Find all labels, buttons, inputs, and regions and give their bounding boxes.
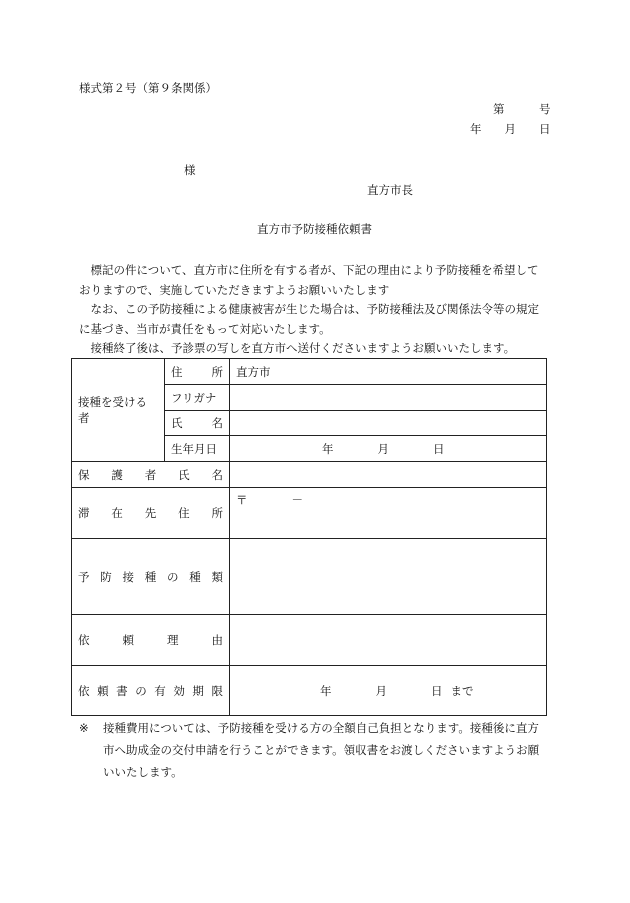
guardian-name-field[interactable] xyxy=(230,462,547,488)
request-form-table xyxy=(71,358,547,716)
sender-name: 直方市長 xyxy=(367,183,413,197)
furigana-field[interactable] xyxy=(230,385,547,411)
postal-dash: － xyxy=(291,493,303,507)
reason-label: 依 頼 理 由 xyxy=(72,615,230,666)
vaccine-type-field[interactable] xyxy=(230,539,547,615)
form-number: 様式第２号（第９条関係） xyxy=(79,81,217,95)
stay-address-field[interactable] xyxy=(230,488,547,539)
validity-label: 依 頼 書 の 有 効 期 限 xyxy=(72,666,230,716)
address-field[interactable]: 直方市 xyxy=(230,359,547,385)
body-text xyxy=(79,261,549,359)
guardian-label: 保 護 者 氏 名 xyxy=(72,462,230,488)
validity-field[interactable]: 年 月 日 まで xyxy=(230,666,547,716)
birthdate-field[interactable]: 年 月 日 xyxy=(230,436,547,462)
body-line: 標記の件について、直方市に住所を有する者が、下記の理由により予防接種を希望して xyxy=(79,263,539,277)
postal-mark: 〒 xyxy=(236,493,248,507)
body-line: おりますので、実施していただきますようお願いいたします xyxy=(79,282,390,297)
note-mark: ※ xyxy=(79,721,89,735)
recipient-label: 接種を受ける者 xyxy=(72,359,165,462)
reason-field[interactable] xyxy=(230,615,547,666)
name-label: 氏 名 xyxy=(165,411,230,436)
document-date: 年 月 日 xyxy=(470,122,551,136)
body-line: 接種終了後は、予診票の写しを直方市へ送付くださいますようお願いいたします。 xyxy=(79,341,516,355)
address-label: 住 所 xyxy=(165,359,230,385)
name-field[interactable] xyxy=(230,411,547,436)
vaccine-type-label: 予 防 接 種 の 種 類 xyxy=(72,539,230,615)
addressee-suffix: 様 xyxy=(184,163,196,177)
note-text: 接種費用については、予防接種を受ける方の全額自己負担となります。接種後に直方市へ助成金の交付申請を行うことができます。領収書をお渡しくださいますようお願いいたします。 xyxy=(103,721,540,779)
footnote xyxy=(79,717,549,783)
furigana-label: フリガナ xyxy=(165,385,230,411)
document-number: 第 号 xyxy=(493,102,551,116)
page-title: 直方市予防接種依頼書 xyxy=(257,222,372,236)
body-line: なお、この予防接種による健康被害が生じた場合は、予防接種法及び関係法令等の規定 xyxy=(79,302,539,316)
body-line: に基づき、当市が責任をもって対応いたします。 xyxy=(79,321,331,336)
birthdate-label: 生年月日 xyxy=(165,436,230,462)
stay-address-label: 滞 在 先 住 所 xyxy=(72,488,230,539)
